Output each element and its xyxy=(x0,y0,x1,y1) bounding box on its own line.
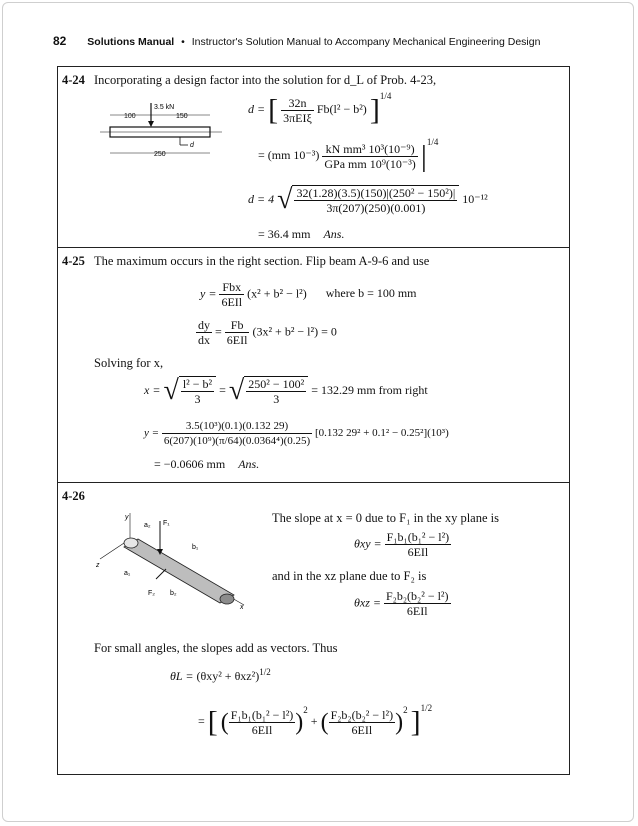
eq-tail: 10⁻¹² xyxy=(462,191,488,206)
eq-den: 6EIl xyxy=(329,722,396,737)
eq-theta-xz xyxy=(354,589,451,618)
ans-label: Ans. xyxy=(238,457,260,471)
eq-lhs: d = 4 xyxy=(248,191,275,206)
problem-statement: The maximum occurs in the right section. Flip beam A-9-6 and use xyxy=(94,254,430,268)
eq-theta-xy xyxy=(354,530,451,559)
dim-l-label: 250 xyxy=(154,151,166,158)
dim-b-label: 150 xyxy=(176,113,188,120)
eq-sign: = xyxy=(198,714,205,728)
small-angles-text: For small angles, the slopes add as vectors. Thus xyxy=(94,641,338,655)
force-f2-label: F₂ xyxy=(148,590,155,597)
eq-square: 2 xyxy=(303,705,308,715)
eq-tail: (x² + b² − l²) xyxy=(247,286,307,301)
eq-lhs: θL = xyxy=(170,669,194,683)
axis-x-label: x xyxy=(240,604,244,611)
page-header xyxy=(53,34,608,48)
eq-num: kN mm³ 10³(10⁻⁹) xyxy=(325,141,415,156)
beam-figure xyxy=(96,93,226,173)
eq-num: Fb xyxy=(230,318,244,332)
problem-id: 4-26 xyxy=(62,489,85,503)
eq-d-result xyxy=(258,227,344,242)
solution-4-26 xyxy=(57,482,570,775)
header-subtitle: Instructor's Solution Manual to Accompany Mechanical Engineering Design xyxy=(191,36,541,48)
eq-num: l² − b² xyxy=(182,377,213,391)
eq-dydx xyxy=(196,318,337,347)
slope-xz-text: and in the xz plane due to F₂ is xyxy=(272,569,427,583)
result: = −0.0606 mm xyxy=(154,457,226,471)
dim-a1-label: a₁ xyxy=(124,570,131,577)
eq-y2 xyxy=(144,419,449,448)
eq-square: 2 xyxy=(403,705,408,715)
eq-lhs: d = xyxy=(248,102,266,116)
eq-prefix: = (mm 10⁻³) xyxy=(258,148,320,162)
eq-x: x = √ $\frac{\text{l² − b²}}{3}$ = √ $\frac{\text{250² − 100²}}{3}$ = 132.29 mm from right xyxy=(144,375,428,406)
eq-num: dy xyxy=(198,318,210,332)
x-result: = 132.29 mm from right xyxy=(311,382,428,397)
eq-den: 6EIl xyxy=(226,333,248,347)
problem-id: 4-24 xyxy=(62,73,85,87)
eq-lhs: y = xyxy=(144,427,160,440)
solution-4-24 xyxy=(57,66,570,247)
eq-tail: Fb(l² − b²) xyxy=(316,102,367,116)
dim-b2-label: b₂ xyxy=(170,590,177,597)
eq-den: dx xyxy=(198,333,210,347)
eq-d-1: d = [ $\frac{32n}{\text{3πEIξ}}$ Fb(l² − b²) ]$^{1/4}$ xyxy=(248,91,392,127)
eq-d-3: d = 4 √ $\frac{\text{32(1.28)(3.5)(150)|(250² − 150²)|}}{3\pi(207)(250)(0.001)}$ 10⁻¹² xyxy=(248,184,488,215)
eq-num: 250² − 100² xyxy=(248,377,305,391)
eq-lhs: θxz = xyxy=(354,595,381,610)
solving-text: Solving for x, xyxy=(94,356,164,370)
eq-exp: 1/4 xyxy=(426,137,439,147)
header-bullet: • xyxy=(181,36,185,48)
dim-d-label: d xyxy=(190,142,194,149)
eq-den: GPa mm 10⁹(10⁻³) xyxy=(324,156,416,171)
eq-exp: 1/2 xyxy=(420,703,433,713)
force-f1-label: F₁ xyxy=(163,520,170,527)
page-number: 82 xyxy=(53,34,67,48)
eq-sign: = xyxy=(215,324,222,339)
eq-body: (θxy² + θxz²) xyxy=(196,669,260,683)
eq-num: F₂b₂(b₂² − l²) xyxy=(330,707,394,722)
eq-y xyxy=(200,280,417,309)
eq-tail: (3x² + b² − l²) = 0 xyxy=(252,324,337,339)
header-title: Solutions Manual xyxy=(87,36,175,48)
eq-d-2: = (mm 10⁻³) $\frac{\text{kN mm³ 10³(10⁻⁹)}}{\text{GPa mm 10⁹(10⁻³)}}$ $|^{1/4}$ xyxy=(258,137,439,173)
eq-num: 32n xyxy=(288,95,307,110)
load-label: 3.5 kN xyxy=(154,104,175,111)
eq-num: Fbx xyxy=(222,280,242,294)
eq-tail: [0.132 29² + 0.1² − 0.25²](10³) xyxy=(314,427,449,440)
eq-lhs: θxy = xyxy=(354,536,382,551)
dim-b1-label: b₁ xyxy=(192,544,199,551)
eq-den: 6(207)(10⁹)(π/64)(0.0364⁴)(0.25) xyxy=(163,435,311,447)
eq-theta-l-2: = [ ( $\frac{\text{F₁b₁(b₁² − l²)}}{\text{6EIl}}$ )$^2$ + ( $\frac{\text{F₂b₂(b₂² − l²)}}{\text{6EIl}}$ )$^2$ ]$^{1/2}$ xyxy=(198,703,433,739)
result: = 36.4 mm xyxy=(258,227,311,241)
where-note: where b = 100 mm xyxy=(325,286,417,301)
eq-exp: 1/2 xyxy=(259,667,271,677)
axis-z-label: z xyxy=(96,562,100,569)
eq-den: 3 xyxy=(181,391,214,406)
eq-num: F₁b₁(b₁² − l²) xyxy=(386,530,450,544)
eq-den: 3 xyxy=(246,391,306,406)
eq-exp: 1/4 xyxy=(379,91,392,101)
eq-sign: = xyxy=(219,382,226,397)
eq-den: 3π(207)(250)(0.001) xyxy=(294,200,457,215)
eq-num: F₁b₁(b₁² − l²) xyxy=(230,707,294,722)
eq-num: F₂b₂(b₂² − l²) xyxy=(386,589,449,603)
eq-lhs: y = xyxy=(200,286,217,301)
eq-den: 3πEIξ xyxy=(283,110,312,125)
eq-den: 6EIl xyxy=(229,722,296,737)
dim-a-label: 100 xyxy=(124,113,136,120)
eq-theta-l xyxy=(170,667,271,684)
problem-id: 4-25 xyxy=(62,254,85,268)
slope-xy-text: The slope at x = 0 due to F₁ in the xy plane is xyxy=(272,511,499,525)
dim-a2-label: a₂ xyxy=(144,522,151,529)
axis-y-label: y xyxy=(125,514,129,521)
eq-den: 6EIl xyxy=(384,603,451,618)
eq-den: 6EIl xyxy=(385,544,452,559)
solution-4-25 xyxy=(57,247,570,482)
eq-num: 3.5(10³)(0.1)(0.132 29) xyxy=(185,420,289,432)
eq-num: 32(1.28)(3.5)(150)|(250² − 150²)| xyxy=(296,186,456,200)
ans-label: Ans. xyxy=(323,227,345,241)
eq-y-result xyxy=(154,457,259,472)
eq-plus: + xyxy=(310,714,318,728)
eq-lhs: x = xyxy=(144,382,161,397)
shaft-figure xyxy=(94,509,254,611)
problem-statement: Incorporating a design factor into the solution for d_L of Prob. 4-23, xyxy=(94,73,437,87)
eq-den: 6EIl xyxy=(221,295,243,309)
